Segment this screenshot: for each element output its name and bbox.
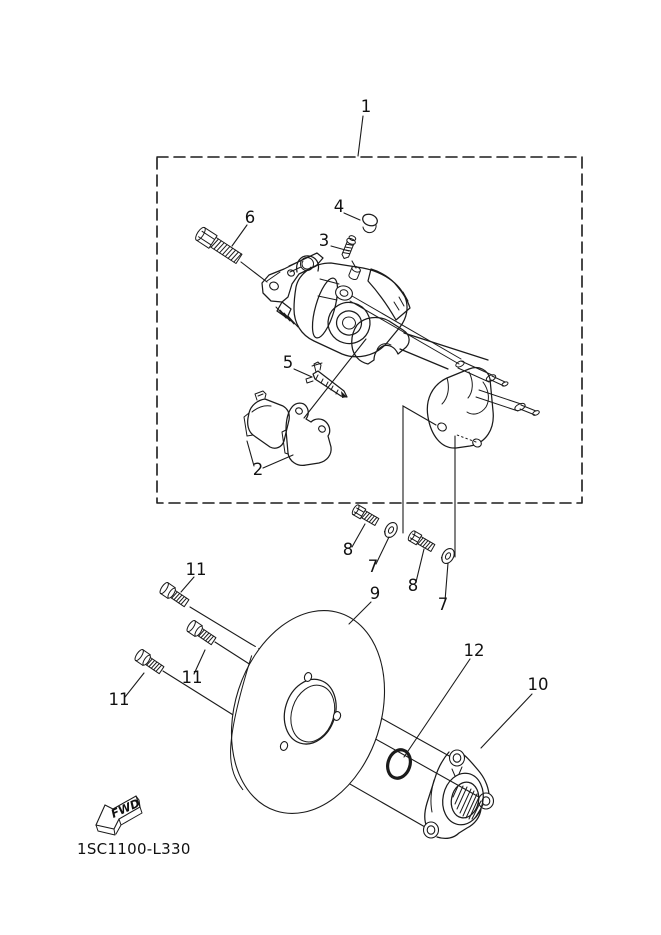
callout-5: 5: [282, 353, 294, 372]
bolt-8-b: [407, 530, 436, 553]
brake-disc-9: [206, 591, 409, 834]
callout-9: 9: [369, 584, 381, 603]
assembly-box: [157, 116, 582, 503]
callout-4: 4: [333, 197, 345, 216]
callout-7: 7: [437, 595, 449, 614]
bolt-11-a: [158, 581, 190, 608]
bolt-6: [194, 226, 267, 282]
brake-pads-2: [244, 339, 366, 465]
bolt-11-c: [133, 648, 165, 675]
callout-3: 3: [318, 231, 330, 250]
fwd-label: FWD: [108, 795, 142, 821]
callout-12: 12: [463, 641, 485, 660]
bolt-8-a: [351, 504, 380, 527]
callout-11: 11: [185, 560, 207, 579]
callout-2: 2: [252, 460, 264, 479]
caliper-ear-spring: [289, 256, 319, 272]
callout-7: 7: [367, 557, 379, 576]
bolt-11-b: [185, 619, 217, 646]
callout-6: 6: [244, 208, 256, 227]
hub-10: [424, 750, 494, 838]
caliper-body: [294, 263, 461, 364]
fwd-arrow: [96, 796, 142, 835]
callout-8: 8: [407, 576, 419, 595]
bleeder-cap-4: [361, 212, 379, 232]
slide-pins: [455, 360, 540, 416]
callout-11: 11: [181, 668, 203, 687]
washer-7-a: [382, 520, 400, 539]
callout-1: 1: [360, 97, 372, 116]
callout-8: 8: [342, 540, 354, 559]
part-code: 1SC1100-L330: [77, 840, 191, 858]
caliper-bracket: [400, 333, 540, 557]
callout-11: 11: [108, 690, 130, 709]
callout-10: 10: [527, 675, 549, 694]
pad-spring-5: [306, 362, 347, 398]
